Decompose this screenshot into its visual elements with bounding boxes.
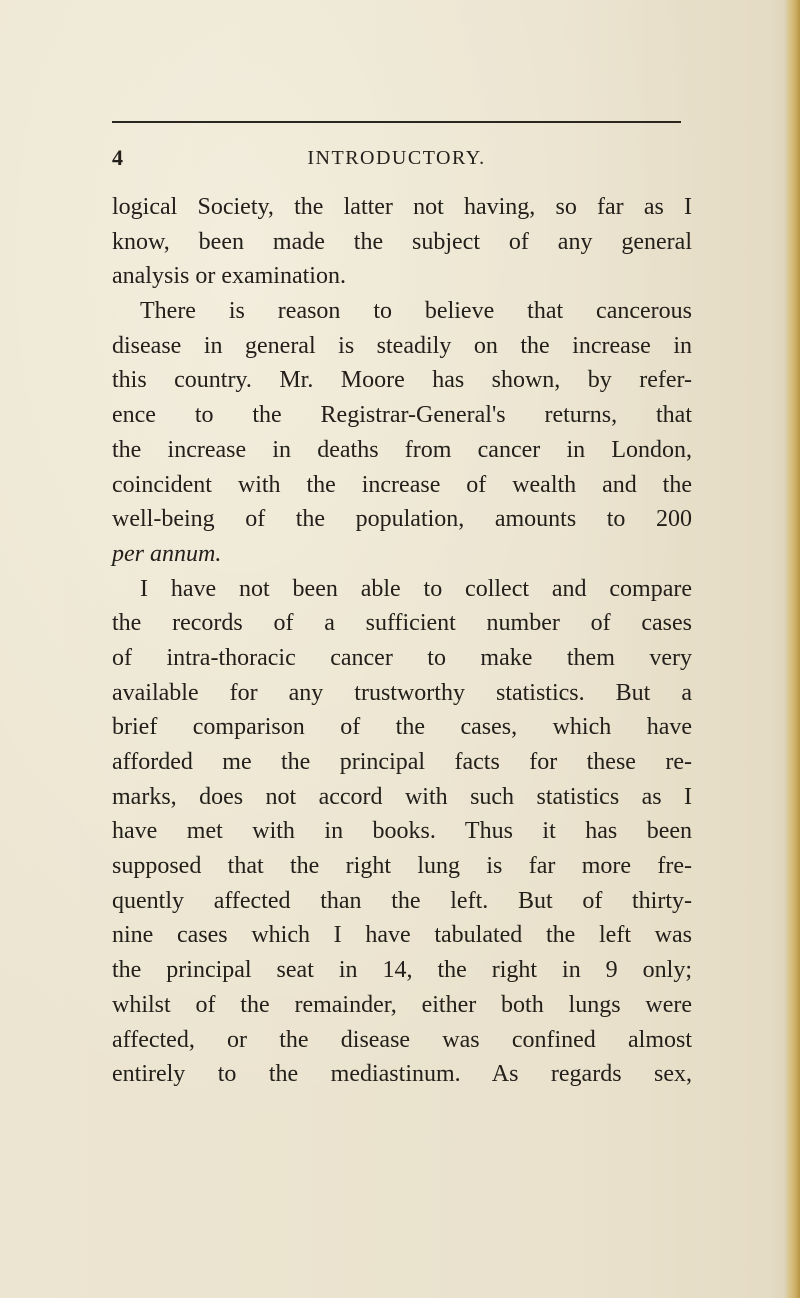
- running-title: INTRODUCTORY.: [307, 147, 486, 169]
- text-line: affected, or the disease was confined almost: [112, 1026, 692, 1053]
- text-line: the principal seat in 14, the right in 9 only;: [112, 957, 692, 984]
- text-line: whilst of the remainder, either both lungs were: [112, 991, 692, 1018]
- text-line: the increase in deaths from cancer in London,: [112, 436, 692, 463]
- text-line: brief comparison of the cases, which have: [112, 714, 692, 741]
- text-line: quently affected than the left. But of thirty-: [112, 887, 692, 914]
- text-line: the records of a sufficient number of cases: [112, 610, 692, 637]
- text-line: supposed that the right lung is far more fre-: [112, 853, 692, 880]
- text-line: There is reason to believe that cancerous: [140, 298, 692, 325]
- text-line: marks, does not accord with such statistics as I: [112, 783, 692, 810]
- header-rule: [112, 121, 681, 123]
- text-line: nine cases which I have tabulated the left was: [112, 922, 692, 949]
- text-line: coincident with the increase of wealth and the: [112, 471, 692, 498]
- text-line: afforded me the principal facts for these re-: [112, 749, 692, 775]
- text-line: entirely to the mediastinum. As regards sex,: [112, 1061, 692, 1088]
- page-number: 4: [112, 145, 123, 170]
- text-line: well-being of the population, amounts to 200: [112, 506, 692, 533]
- text-line: available for any trustworthy statistics. But a: [112, 679, 692, 706]
- text-line: per annum.: [112, 540, 222, 567]
- text-line: disease in general is steadily on the increase in: [112, 332, 692, 359]
- text-line: logical Society, the latter not having, so far as I: [112, 194, 692, 220]
- text-line: have met with in books. Thus it has been: [112, 818, 692, 845]
- text-line: analysis or examination.: [112, 263, 346, 290]
- body-text: [112, 190, 692, 1092]
- text-line: this country. Mr. Moore has shown, by refer-: [112, 367, 692, 394]
- text-line: know, been made the subject of any general: [112, 228, 692, 255]
- text-line: ence to the Registrar-General's returns, that: [112, 402, 692, 429]
- running-head: [112, 143, 681, 173]
- text-line: of intra-thoracic cancer to make them very: [112, 644, 692, 671]
- page-edge: [784, 0, 800, 1298]
- text-line: I have not been able to collect and compare: [140, 575, 692, 602]
